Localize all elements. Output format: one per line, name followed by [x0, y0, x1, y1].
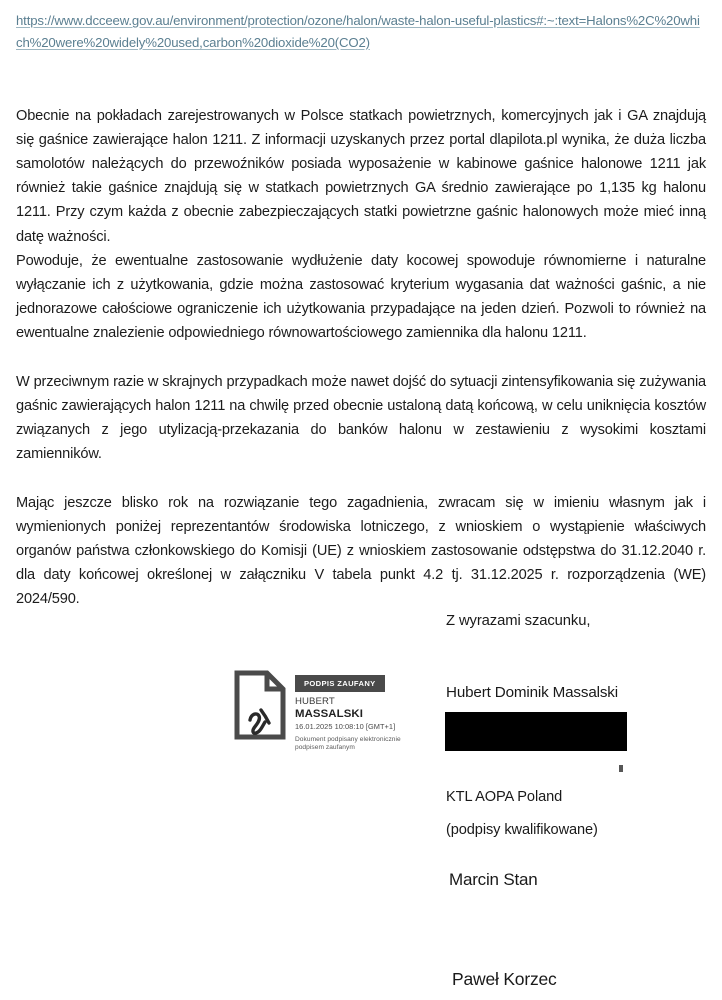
organization-name: KTL AOPA Poland: [446, 789, 563, 805]
stamp-note: [295, 736, 401, 753]
paragraph-3: W przeciwnym razie w skrajnych przypadkach może nawet dojść do sytuacji zintensyfikowania się zużywania gaśnic zawierających halon 1211 na chwilę przed obecnie ustaloną datą końcową, w celu uniknięcia kosztów związanych z jego utylizacją-przekazania do banków halonu w zestawieniu z wysokimi kosztami zamienników.: [16, 373, 706, 463]
stamp-note-line-1: Dokument podpisany elektronicznie: [295, 735, 401, 743]
scan-artifact-mark: [619, 765, 623, 772]
signer-name-third: Paweł Korzec: [452, 969, 557, 989]
stamp-text-block: [295, 670, 401, 752]
source-url-link[interactable]: https://www.dcceew.gov.au/environment/protection/ozone/halon/waste-halon-useful-plastics#:~:text=Halons%2C%20which%20were%20widely%20used,carbon%20dioxide%20(CO2): [16, 13, 700, 50]
paragraph-1: Obecnie na pokładach zarejestrowanych w Polsce statkach powietrznych, komercyjnych jak i GA znajdują się gaśnice zawierające halon 1211. Z informacji uzyskanych przez portal dlapilota.pl wynika, że duża liczba samolotów należących do przewoźników posiada wyposażenie w kabinowe gaśnice halonowe 1211 jak również takie gaśnice znajdują się w statkach powietrznych GA średnio zawierające po 1,135 kg halonu 1211. Przy czym każda z obecnie zabezpieczających statki powietrzne gaśnic halonowych może mieć inną datę ważności.: [16, 107, 706, 245]
trusted-signature-stamp: [234, 670, 401, 752]
signer-name-second: Marcin Stan: [449, 870, 538, 889]
stamp-note-line-2: podpisem zaufanym: [295, 743, 355, 751]
stamp-last-name: MASSALSKI: [295, 707, 363, 720]
stamp-first-name: HUBERT: [295, 696, 335, 707]
signed-document-icon: [234, 670, 286, 740]
signer-name-primary: Hubert Dominik Massalski: [446, 684, 618, 701]
stamp-badge-label: PODPIS ZAUFANY: [295, 675, 385, 692]
paragraph-2: Powoduje, że ewentualne zastosowanie wydłużenie daty kocowej spowoduje równomierne i naturalne wyłączanie ich z użytkowania, gdzie można zastosować kryterium wygasania dat ważności gaśnic, a nie jednorazowe całościowe ograniczenie ich użytkowania przypadające na jeden dzień. Pozwoli to również na ewentualne znalezienie odpowiedniego równowartościowego zamiennika dla halonu 1211.: [16, 252, 706, 342]
redacted-block: [445, 712, 627, 751]
paragraph-4: Mając jeszcze blisko rok na rozwiązanie tego zagadnienia, zwracam się w imieniu własnym jak i wymienionych poniżej reprezentantów środowiska lotniczego, z wnioskiem o wystąpienie właściwych organów państwa członkowskiego do Komisji (UE) z wnioskiem zastosowanie odstępstwa do 31.12.2040 r. dla daty końcowej określonej w załączniku V tabela punkt 4.2 tj. 31.12.2025 r. rozporządzenia (WE) 2024/590.: [16, 494, 706, 608]
qualified-signatures-note: (podpisy kwalifikowane): [446, 822, 598, 838]
closing-regards: Z wyrazami szacunku,: [446, 613, 591, 629]
stamp-timestamp: 16.01.2025 10:08:10 [GMT+1]: [295, 721, 396, 731]
